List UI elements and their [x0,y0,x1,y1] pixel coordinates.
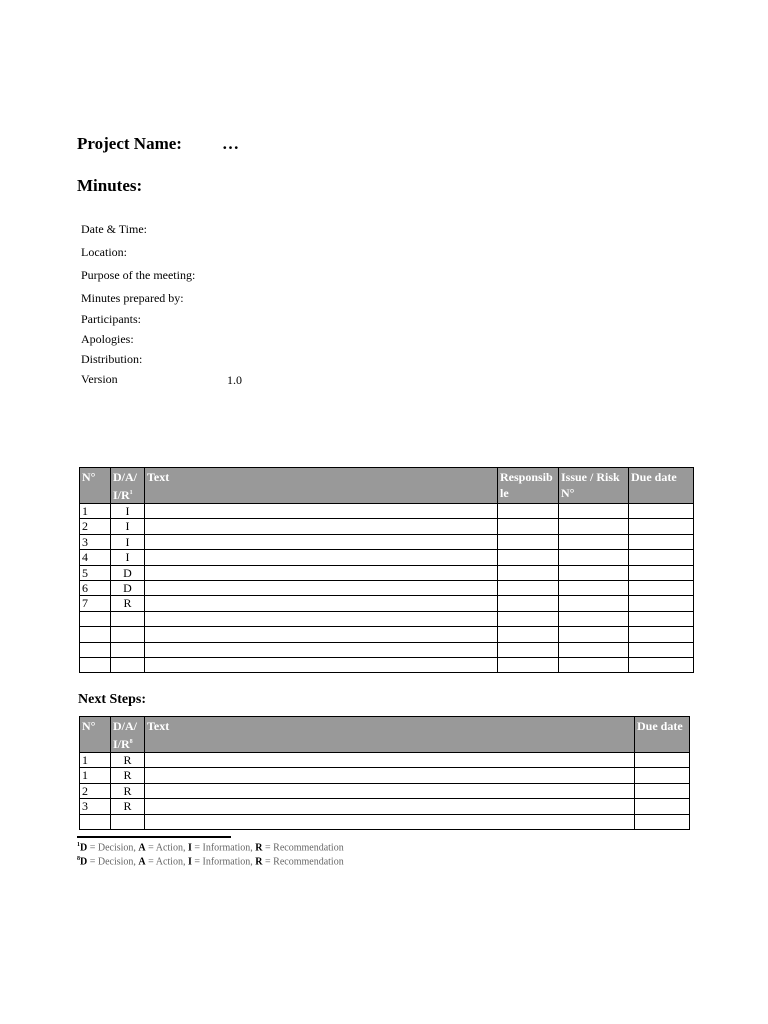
cell-no[interactable]: 1 [80,768,111,783]
cell-type[interactable]: D [111,565,145,580]
fn2-d-text: = Decision, [87,856,139,868]
project-name-label: Project Name: [77,134,182,153]
cell-no[interactable]: 3 [80,534,111,549]
table-row [80,627,694,642]
cell-responsible[interactable] [498,565,559,580]
cell-issue[interactable] [559,657,629,672]
version-value: 1.0 [227,373,242,387]
cell-text[interactable] [145,565,498,580]
project-name-value: … [222,134,239,153]
fn2-a-text: = Action, [145,856,188,868]
cell-due[interactable] [635,768,690,783]
cell-due[interactable] [629,580,694,595]
cell-text[interactable] [145,580,498,595]
cell-due[interactable] [629,565,694,580]
cell-due[interactable] [635,753,690,768]
cell-type[interactable]: D [111,580,145,595]
cell-issue[interactable] [559,550,629,565]
cell-type[interactable]: I [111,504,145,519]
cell-type[interactable]: I [111,519,145,534]
location-label: Location: [81,245,127,259]
cell-type[interactable] [111,657,145,672]
cell-no[interactable]: 4 [80,550,111,565]
cell-responsible[interactable] [498,657,559,672]
cell-no[interactable]: 1 [80,753,111,768]
cell-no[interactable]: 5 [80,565,111,580]
fn1-a-key: A [138,842,146,854]
cell-responsible[interactable] [498,504,559,519]
minutes-table-header [80,468,694,504]
fn2-r-text: = Recommendation [262,856,344,868]
cell-type[interactable] [111,627,145,642]
cell-due[interactable] [629,627,694,642]
col-header-resp-line2: le [500,486,509,500]
cell-issue[interactable] [559,565,629,580]
fn2-r-key: R [255,856,263,868]
cell-issue[interactable] [559,642,629,657]
cell-text[interactable] [145,534,498,549]
cell-text[interactable] [145,657,498,672]
fn2-d-key: D [80,856,88,868]
cell-issue[interactable] [559,504,629,519]
fn1-d-key: D [80,842,88,854]
col-header-due-date: Due date [629,468,694,504]
col-header-text: Text [145,468,498,504]
cell-no[interactable]: 7 [80,596,111,611]
fn1-a-text: = Action, [145,842,188,854]
cell-due[interactable] [629,519,694,534]
fn1-i-key: I [187,842,192,854]
cell-type[interactable]: R [111,783,145,798]
cell-issue[interactable] [559,580,629,595]
cell-text[interactable] [145,642,498,657]
apologies-label: Apologies: [81,332,134,346]
table-row [80,753,690,768]
col-header-type-line2: I/R [113,737,130,751]
cell-text[interactable] [145,611,498,626]
cell-no[interactable] [80,657,111,672]
col-header-no: N° [80,717,111,753]
cell-no[interactable]: 2 [80,783,111,798]
cell-text[interactable] [145,814,635,829]
cell-due[interactable] [629,611,694,626]
prepared-by-label: Minutes prepared by: [81,291,184,305]
cell-type[interactable] [111,642,145,657]
col-header-type: D/A/ I/R$^1$ [111,468,145,504]
cell-text[interactable] [145,783,635,798]
table-row [80,596,694,611]
cell-type[interactable]: I [111,550,145,565]
col-header-resp-line1: Responsib [500,470,553,484]
table-row [80,580,694,595]
cell-due[interactable] [629,550,694,565]
cell-issue[interactable] [559,534,629,549]
fn2-i-text: = Information, [191,856,256,868]
cell-type[interactable]: R [111,753,145,768]
cell-due[interactable] [629,642,694,657]
cell-text[interactable] [145,519,498,534]
table-row [80,642,694,657]
cell-responsible[interactable] [498,611,559,626]
cell-text[interactable] [145,504,498,519]
cell-responsible[interactable] [498,642,559,657]
table-row [80,799,690,814]
cell-text[interactable] [145,753,635,768]
cell-due[interactable] [635,799,690,814]
cell-type[interactable]: R [111,799,145,814]
fn1-r-text: = Recommendation [262,842,344,854]
next-steps-heading: Next Steps: [78,692,147,707]
participants-label: Participants: [81,312,141,326]
minutes-table [79,467,694,673]
table-row [80,768,690,783]
cell-issue[interactable] [559,519,629,534]
distribution-label: Distribution: [81,352,143,366]
table-row [80,534,694,549]
cell-no[interactable]: 1 [80,504,111,519]
cell-due[interactable] [635,814,690,829]
table-row [80,550,694,565]
table-row [80,657,694,672]
col-header-issue-line2: N° [561,486,575,500]
cell-no[interactable]: 3 [80,799,111,814]
purpose-label: Purpose of the meeting: [81,268,196,282]
next-steps-table-header [80,717,690,753]
footnote-separator [77,836,231,838]
cell-type[interactable] [111,611,145,626]
cell-responsible[interactable] [498,627,559,642]
cell-type[interactable]: R [111,768,145,783]
version-label: Version [81,372,118,386]
table-row [80,611,694,626]
cell-issue[interactable] [559,627,629,642]
table-row [80,783,690,798]
col-header-type-line1: D/A/ [113,719,137,733]
cell-no[interactable]: 6 [80,580,111,595]
date-time-label: Date & Time: [81,222,148,236]
cell-responsible[interactable] [498,550,559,565]
col-header-type-line2: I/R [113,488,130,502]
fn2-a-key: A [138,856,146,868]
col-header-type-line1: D/A/ [113,470,137,484]
table-row [80,814,690,829]
cell-no[interactable] [80,642,111,657]
cell-due[interactable] [629,596,694,611]
cell-responsible[interactable] [498,596,559,611]
cell-no[interactable]: 2 [80,519,111,534]
cell-text[interactable] [145,799,635,814]
col-header-issue [559,468,629,504]
cell-type[interactable] [111,814,145,829]
cell-type[interactable]: I [111,534,145,549]
footnote-2 [77,856,344,867]
fn1-r-key: R [255,842,263,854]
cell-text[interactable] [145,596,498,611]
cell-text[interactable] [145,550,498,565]
cell-due[interactable] [635,783,690,798]
fn2-i-key: I [187,856,192,868]
next-steps-table [79,716,690,830]
col-header-issue-line1: Issue / Risk [561,470,620,484]
cell-due[interactable] [629,657,694,672]
cell-issue[interactable] [559,596,629,611]
cell-text[interactable] [145,627,498,642]
cell-responsible[interactable] [498,580,559,595]
fn1-i-text: = Information, [191,842,256,854]
cell-no[interactable] [80,627,111,642]
cell-no[interactable] [80,611,111,626]
cell-responsible[interactable] [498,534,559,549]
col-header-responsible [498,468,559,504]
col-header-type: D/A/ I/R$^8$ [111,717,145,753]
col-header-no: N° [80,468,111,504]
table-row [80,504,694,519]
cell-due[interactable] [629,504,694,519]
table-row [80,519,694,534]
cell-text[interactable] [145,768,635,783]
footnote-1 [77,842,344,853]
table-row [80,565,694,580]
minutes-heading: Minutes: [77,176,143,195]
cell-issue[interactable] [559,611,629,626]
col-header-due-date: Due date [635,717,690,753]
footnote-2-mark: 8 [77,856,80,862]
cell-due[interactable] [629,534,694,549]
col-header-text: Text [145,717,635,753]
cell-responsible[interactable] [498,519,559,534]
fn1-d-text: = Decision, [87,842,139,854]
cell-no[interactable] [80,814,111,829]
cell-type[interactable]: R [111,596,145,611]
footnote-1-mark: 1 [77,842,80,848]
